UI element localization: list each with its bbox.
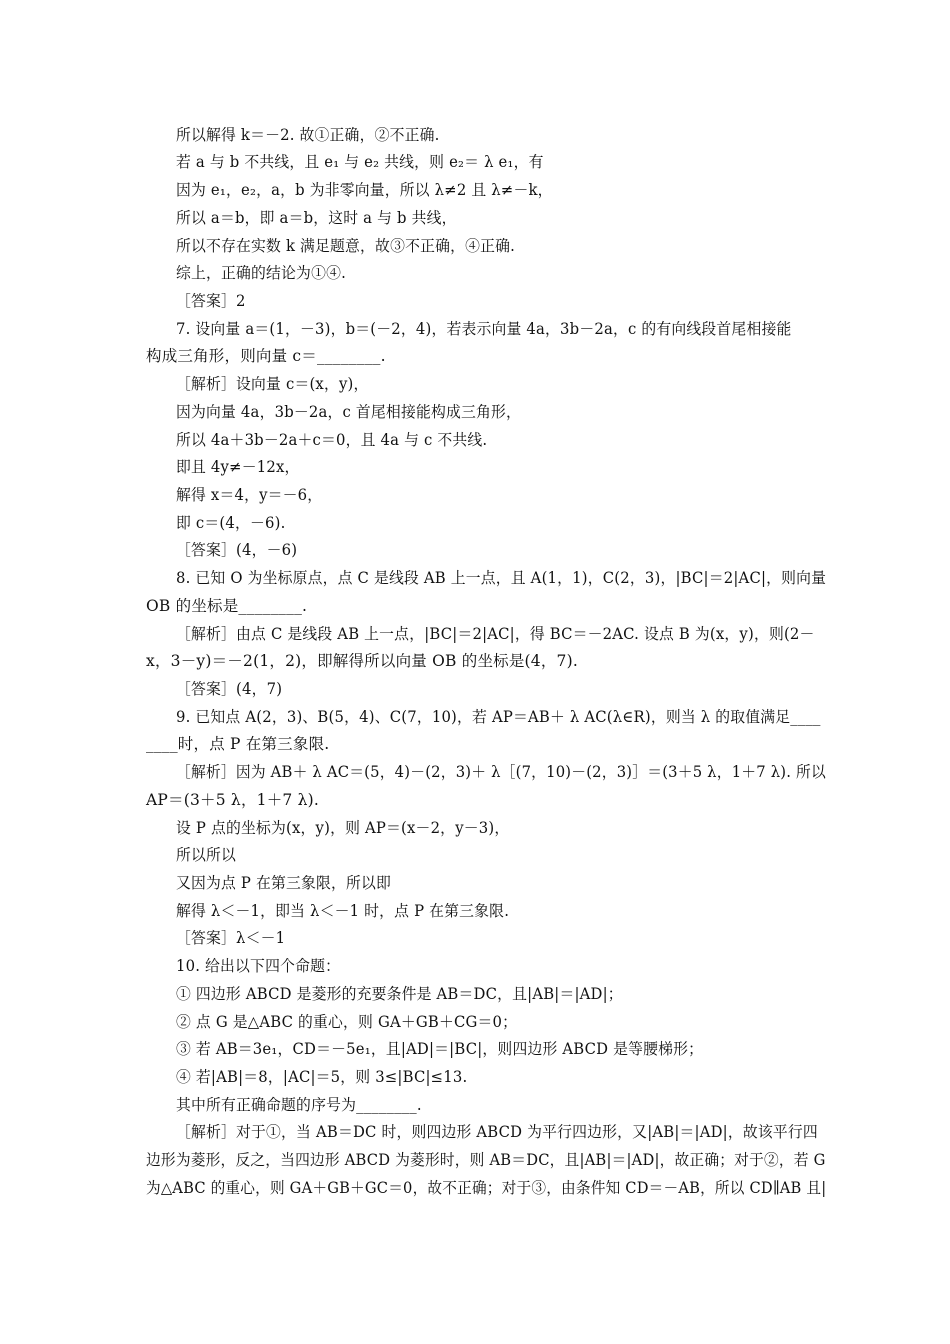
question-7: 7. 设向量 a＝(1，－3)，b＝(－2，4)，若表示向量 4a，3b－2a，c 的有向线段首尾相接能 <box>176 320 792 338</box>
text-line: 设 P 点的坐标为(x，y)，则 AP＝(x－2，y－3)， <box>176 819 510 837</box>
text-line: 构成三角形，则向量 c＝________. <box>146 347 386 365</box>
text-line: AP＝(3＋5 λ，1＋7 λ). <box>146 791 319 809</box>
text-line: 所以 a＝b，即 a＝b，这时 a 与 b 共线， <box>176 209 457 227</box>
text-line: 因为 e₁，e₂，a，b 为非零向量，所以 λ≠2 且 λ≠－k， <box>176 181 553 199</box>
answer-line: ［答案］λ＜－1 <box>176 929 286 947</box>
text-line: 即且 4y≠－12x， <box>176 458 300 476</box>
text-line: 所以所以 <box>176 846 237 864</box>
answer-line: ［答案］(4，7) <box>176 680 283 698</box>
analysis-line: ［解析］对于①，当 AB＝DC 时，则四边形 ABCD 为平行四边形，又|AB|＝|AD|，故该平行四 <box>176 1123 818 1141</box>
text-line: OB 的坐标是________. <box>146 597 308 615</box>
text-line: 综上，正确的结论为①④. <box>176 264 346 282</box>
proposition-2: ② 点 G 是△ABC 的重心，则 GA＋GB＋CG＝0； <box>176 1013 518 1031</box>
proposition-1: ① 四边形 ABCD 是菱形的充要条件是 AB＝DC，且|AB|＝|AD|； <box>176 985 623 1003</box>
text-line: 所以 4a＋3b－2a＋c＝0，且 4a 与 c 不共线. <box>176 431 488 449</box>
text-line: 因为向量 4a，3b－2a，c 首尾相接能构成三角形， <box>176 403 522 421</box>
text-line: 其中所有正确命题的序号为________. <box>176 1096 422 1114</box>
question-10: 10. 给出以下四个命题： <box>176 957 341 975</box>
text-line: 又因为点 P 在第三象限，所以即 <box>176 874 392 892</box>
answer-line: ［答案］2 <box>176 292 246 310</box>
proposition-3: ③ 若 AB＝3e₁，CD＝－5e₁，且|AD|＝|BC|，则四边形 ABCD 是等腰梯形； <box>176 1040 704 1058</box>
analysis-line: ［解析］因为 AB＋ λ AC＝(5，4)－(2，3)＋ λ［(7，10)－(2，3)］＝(3＋5 λ，1＋7 λ). 所以 <box>176 763 826 781</box>
analysis-line: ［解析］设向量 c＝(x，y)， <box>176 375 369 393</box>
text-line: 即 c＝(4，－6). <box>176 514 286 532</box>
text-line: x，3－y)＝－2(1，2)，即解得所以向量 OB 的坐标是(4，7). <box>146 652 578 670</box>
question-8: 8. 已知 O 为坐标原点，点 C 是线段 AB 上一点，且 A(1，1)，C(2，3)，|BC|＝2|AC|，则向量 <box>176 569 827 587</box>
answer-line: ［答案］(4，－6) <box>176 541 298 559</box>
text-line: 所以不存在实数 k 满足题意，故③不正确，④正确. <box>176 237 516 255</box>
text-line: 若 a 与 b 不共线，且 e₁ 与 e₂ 共线，则 e₂＝ λ e₁，有 <box>176 153 544 171</box>
proposition-4: ④ 若|AB|＝8，|AC|＝5，则 3≤|BC|≤13. <box>176 1068 468 1086</box>
text-line: 解得 λ＜－1，即当 λ＜－1 时，点 P 在第三象限. <box>176 902 510 920</box>
text-line: 为△ABC 的重心，则 GA＋GB＋GC＝0，故不正确；对于③，由条件知 CD＝－AB，所以 CD∥AB 且| <box>146 1179 827 1197</box>
text-line: 解得 x＝4，y＝－6， <box>176 486 323 504</box>
analysis-line: ［解析］由点 C 是线段 AB 上一点，|BC|＝2|AC|，得 BC＝－2AC. 设点 B 为(x，y)，则(2－ <box>176 625 815 643</box>
text-line: 所以解得 k＝－2. 故①正确，②不正确. <box>176 126 440 144</box>
text-line: ____时，点 P 在第三象限. <box>146 735 330 753</box>
text-line: 边形为菱形，反之，当四边形 ABCD 为菱形时，则 AB＝DC，且|AB|＝|AD|，故正确；对于②，若 G <box>146 1151 826 1169</box>
question-9: 9. 已知点 A(2，3)、B(5，4)、C(7，10)，若 AP＝AB＋ λ AC(λ∈R)，则当 λ 的取值满足____ <box>176 708 821 726</box>
